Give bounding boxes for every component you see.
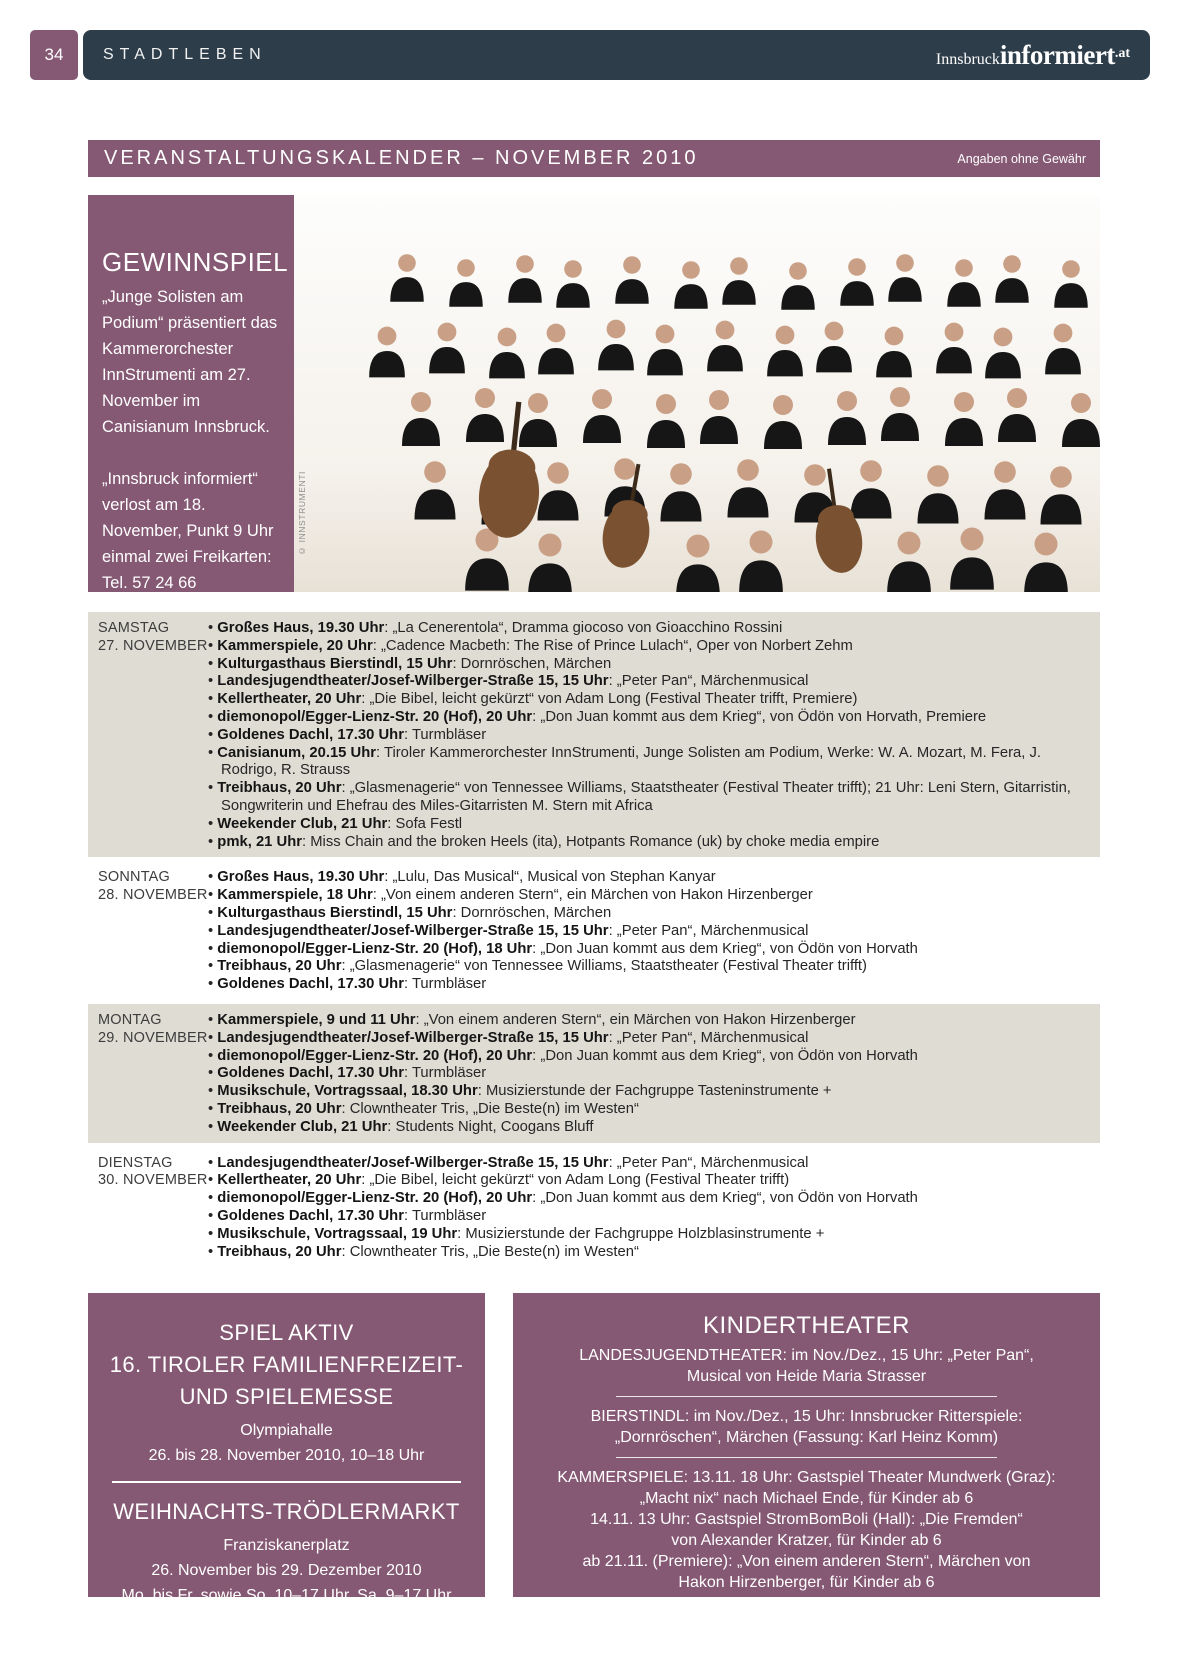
event-text: : Clowntheater Tris, „Die Beste(n) im Westen“ — [341, 1243, 639, 1260]
event-text: : „Don Juan kommt aus dem Krieg“, von Ödön von Horvath — [532, 1047, 918, 1064]
event-venue: Weekender Club, 21 Uhr — [217, 1118, 388, 1135]
bullet-icon: • — [208, 922, 218, 939]
logo-part-at: .at — [1114, 45, 1130, 61]
event-item — [208, 1172, 1092, 1190]
kindertheater-divider — [616, 1396, 996, 1397]
promo-title-line: UND SPIELEMESSE — [179, 1384, 394, 1409]
event-item — [208, 1065, 1092, 1083]
day-name: SONNTAG — [98, 869, 171, 886]
bullet-icon: • — [208, 1100, 218, 1117]
kindertheater-divider — [616, 1457, 996, 1458]
event-venue: Treibhaus, 20 Uhr — [217, 780, 342, 797]
day-date: 28. NOVEMBER — [98, 887, 208, 904]
bullet-icon: • — [208, 833, 218, 850]
kindertheater-block — [527, 1467, 1086, 1593]
event-text: : „Don Juan kommt aus dem Krieg“, von Ödön von Horvath — [532, 1190, 918, 1207]
kindertheater-block — [527, 1345, 1086, 1387]
event-text: : „Peter Pan“, Märchenmusical — [608, 673, 809, 690]
event-item — [208, 709, 1092, 727]
event-item — [208, 1030, 1092, 1048]
event-venue: Goldenes Dachl, 17.30 Uhr — [217, 1207, 404, 1224]
event-text: : Turmbläser — [403, 976, 487, 993]
event-venue: Musikschule, Vortragssaal, 19 Uhr — [217, 1225, 458, 1242]
kindertheater-line: Musical von Heide Maria Strasser — [686, 1368, 927, 1385]
event-text: : „Von einem anderen Stern“, ein Märchen von Hakon Hirzenberger — [415, 1011, 856, 1028]
kindertheater-line: LANDESJUGENDTHEATER: im Nov./Dez., 15 Uhr: „Peter Pan“, — [579, 1347, 1034, 1364]
event-item — [208, 620, 1092, 638]
kindertheater-line: Hakon Hirzenberger, für Kinder ab 6 — [678, 1574, 935, 1591]
day-date: 30. NOVEMBER — [98, 1172, 208, 1189]
promo-divider — [112, 1481, 461, 1483]
banner-title: VERANSTALTUNGSKALENDER – NOVEMBER 2010 — [104, 147, 699, 169]
event-text: : „Peter Pan“, Märchenmusical — [608, 1154, 809, 1171]
event-item — [208, 780, 1092, 816]
bullet-icon: • — [208, 1047, 218, 1064]
event-text: : „Die Bibel, leicht gekürzt“ von Adam Long (Festival Theater trifft, Premiere) — [361, 691, 858, 708]
logo-part-informiert: informiert — [999, 39, 1115, 70]
event-item — [208, 638, 1092, 656]
event-item — [208, 1119, 1092, 1137]
event-text: : „Glasmenagerie“ von Tennessee Williams, Staatstheater (Festival Theater trifft) — [341, 958, 867, 975]
event-text: : Tiroler Kammerorchester InnStrumenti, Junge Solisten am Podium, Werke: W. A. Mozart, M. Fera, J. Rodrigo, R. Strauss — [221, 744, 1042, 779]
kindertheater-block — [527, 1406, 1086, 1448]
day-section — [88, 1147, 1100, 1268]
event-venue: Kammerspiele, 20 Uhr — [217, 637, 373, 654]
bullet-icon: • — [208, 904, 218, 921]
promo-detail-line: Franziskanerplatz — [223, 1537, 350, 1554]
event-venue: Landesjugendtheater/Josef-Wilberger-Straße 15, 15 Uhr — [217, 673, 609, 690]
promo-title-line: 16. TIROLER FAMILIENFREIZEIT- — [109, 1352, 464, 1377]
day-section — [88, 861, 1100, 1000]
event-item — [208, 1012, 1092, 1030]
bullet-icon: • — [208, 1172, 218, 1189]
event-venue: Weekender Club, 21 Uhr — [217, 815, 388, 832]
event-venue: Landesjugendtheater/Josef-Wilberger-Straße 15, 15 Uhr — [217, 1029, 609, 1046]
bullet-icon: • — [208, 1190, 218, 1207]
event-text: : Musizierstunde der Fachgruppe Tasteninstrumente + — [477, 1083, 832, 1100]
bullet-icon: • — [208, 1243, 218, 1260]
event-item — [208, 691, 1092, 709]
event-item — [208, 905, 1092, 923]
magazine-logo — [936, 40, 1130, 71]
day-section — [88, 1004, 1100, 1143]
event-item — [208, 869, 1092, 887]
event-list — [208, 869, 1092, 994]
promo-detail-lines — [106, 1533, 467, 1608]
bullet-icon: • — [208, 726, 218, 743]
event-venue: Landesjugendtheater/Josef-Wilberger-Straße 15, 15 Uhr — [217, 922, 609, 939]
bullet-icon: • — [208, 1083, 218, 1100]
event-venue: Musikschule, Vortragssaal, 18.30 Uhr — [217, 1083, 478, 1100]
event-list — [208, 620, 1092, 851]
event-venue: Kulturgasthaus Bierstindl, 15 Uhr — [217, 655, 453, 672]
kindertheater-title: KINDERTHEATER — [703, 1312, 910, 1339]
event-venue: Kellertheater, 20 Uhr — [217, 691, 362, 708]
event-text: : „Von einem anderen Stern“, ein Märchen von Hakon Hirzenberger — [372, 887, 813, 904]
event-item — [208, 1101, 1092, 1119]
event-venue: Kulturgasthaus Bierstindl, 15 Uhr — [217, 904, 453, 921]
event-text: : Dornröschen, Märchen — [452, 904, 612, 921]
kindertheater-line: KAMMERSPIELE: 13.11. 18 Uhr: Gastspiel Theater Mundwerk (Graz): — [557, 1469, 1056, 1486]
event-item — [208, 958, 1092, 976]
section-title: STADTLEBEN — [103, 46, 267, 63]
bullet-icon: • — [208, 1225, 218, 1242]
event-text: : Students Night, Coogans Bluff — [387, 1118, 594, 1135]
day-label — [88, 1012, 208, 1137]
event-venue: Treibhaus, 20 Uhr — [217, 1243, 342, 1260]
event-text: : „La Cenerentola“, Dramma giocoso von Gioacchino Rossini — [384, 620, 783, 636]
page-number: 34 — [30, 30, 78, 80]
bullet-icon: • — [208, 708, 218, 725]
bullet-icon: • — [208, 815, 218, 832]
event-venue: diemonopol/Egger-Lienz-Str. 20 (Hof), 18 Uhr — [217, 940, 533, 957]
promo-spielaktiv-box — [88, 1293, 485, 1604]
event-item — [208, 834, 1092, 852]
day-label — [88, 620, 208, 851]
day-section — [88, 612, 1100, 857]
event-text: : „Lulu, Das Musical“, Musical von Stephan Kanyar — [384, 869, 716, 886]
event-text: : „Cadence Macbeth: The Rise of Prince Lulach“, Oper von Norbert Zehm — [372, 637, 853, 654]
promo-troedlermarkt — [106, 1496, 467, 1608]
contest-paragraph-1: „Junge Solisten am Podium“ präsentiert das Kammerorchester InnStrumenti am 27. November im Canisianum Innsbruck. — [102, 288, 278, 436]
event-venue: Landesjugendtheater/Josef-Wilberger-Straße 15, 15 Uhr — [217, 1154, 609, 1171]
event-venue: Goldenes Dachl, 17.30 Uhr — [217, 976, 404, 993]
event-venue: Treibhaus, 20 Uhr — [217, 958, 342, 975]
kindertheater-line: „Macht nix“ nach Michael Ende, für Kinder ab 6 — [639, 1490, 974, 1507]
event-text: : „Peter Pan“, Märchenmusical — [608, 922, 809, 939]
event-text: : „Don Juan kommt aus dem Krieg“, von Ödön von Horvath, Premiere — [532, 708, 987, 725]
event-venue: pmk, 21 Uhr — [217, 833, 302, 850]
contest-box — [88, 195, 294, 592]
bullet-icon: • — [208, 976, 218, 993]
event-item — [208, 816, 1092, 834]
event-item — [208, 1208, 1092, 1226]
event-item — [208, 1155, 1092, 1173]
bullet-icon: • — [208, 869, 218, 886]
day-name: MONTAG — [98, 1011, 162, 1028]
event-text: : Sofa Festl — [387, 815, 463, 832]
day-date: 27. NOVEMBER — [98, 637, 208, 654]
event-venue: diemonopol/Egger-Lienz-Str. 20 (Hof), 20 Uhr — [217, 1190, 533, 1207]
promo-detail-line: Olympiahalle — [240, 1422, 333, 1439]
day-date: 29. NOVEMBER — [98, 1029, 208, 1046]
event-item — [208, 941, 1092, 959]
event-venue: Kammerspiele, 9 und 11 Uhr — [217, 1011, 416, 1028]
contest-paragraph-2: „Innsbruck informiert“ verlost am 18. November, Punkt 9 Uhr einmal zwei Freikarten: Tel. 57 24 66 — [102, 470, 274, 592]
event-item — [208, 727, 1092, 745]
day-label — [88, 869, 208, 994]
promo-detail-line: 26. bis 28. November 2010, 10–18 Uhr — [148, 1447, 425, 1464]
bullet-icon: • — [208, 655, 218, 672]
kindertheater-line: von Alexander Kratzer, für Kinder ab 6 — [671, 1532, 942, 1549]
event-text: : „Peter Pan“, Märchenmusical — [608, 1029, 809, 1046]
event-item — [208, 745, 1092, 781]
event-text: : Turmbläser — [403, 1207, 487, 1224]
kindertheater-line: „Dornröschen“, Märchen (Fassung: Karl Heinz Komm) — [614, 1429, 999, 1446]
bullet-icon: • — [208, 780, 218, 797]
event-venue: Großes Haus, 19.30 Uhr — [217, 620, 385, 636]
event-venue: Goldenes Dachl, 17.30 Uhr — [217, 1065, 404, 1082]
bullet-icon: • — [208, 673, 218, 690]
promo-title-line: SPIEL AKTIV — [219, 1320, 354, 1345]
promo-title-line: WEIHNACHTS-TRÖDLERMARKT — [113, 1499, 460, 1524]
event-item — [208, 1048, 1092, 1066]
contest-title: GEWINNSPIEL — [102, 247, 289, 277]
event-item — [208, 1226, 1092, 1244]
event-item — [208, 1190, 1092, 1208]
top-bar — [83, 30, 1150, 80]
event-venue: Treibhaus, 20 Uhr — [217, 1100, 342, 1117]
promo-detail-line: Mo. bis Fr. sowie So. 10–17 Uhr, Sa. 9–17 Uhr — [121, 1587, 452, 1604]
promo-detail-line: 26. November bis 29. Dezember 2010 — [151, 1562, 422, 1579]
bullet-icon: • — [208, 1118, 218, 1135]
logo-part-innsbruck: Innsbruck — [935, 50, 1000, 68]
calendar — [88, 612, 1100, 1271]
bullet-icon: • — [208, 691, 218, 708]
event-list — [208, 1012, 1092, 1137]
bullet-icon: • — [208, 1029, 218, 1046]
event-text: : Musizierstunde der Fachgruppe Holzblasinstrumente + — [457, 1225, 825, 1242]
bullet-icon: • — [208, 637, 218, 654]
photo-credit: © INNSTRUMENTI — [297, 471, 307, 556]
bullet-icon: • — [208, 1207, 218, 1224]
bullet-icon: • — [208, 1065, 218, 1082]
kindertheater-line: BIERSTINDL: im Nov./Dez., 15 Uhr: Innsbrucker Ritterspiele: — [590, 1408, 1023, 1425]
event-text: : „Glasmenagerie“ von Tennessee Williams, Staatstheater (Festival Theater trifft); 21 Uhr: Leni Stern, Gitarristin, Songwriterin und Ehefrau des Miles-Gitarristen M. Stern mit Africa — [221, 780, 1071, 814]
event-item — [208, 887, 1092, 905]
event-venue: Goldenes Dachl, 17.30 Uhr — [217, 726, 404, 743]
event-venue: Kammerspiele, 18 Uhr — [217, 887, 373, 904]
event-list — [208, 1155, 1092, 1262]
event-text: : Turmbläser — [403, 726, 487, 743]
bullet-icon: • — [208, 620, 218, 636]
bullet-icon: • — [208, 958, 218, 975]
page-header — [30, 30, 1150, 80]
kindertheater-blocks — [527, 1345, 1086, 1593]
bullet-icon: • — [208, 1011, 218, 1028]
banner-note: Angaben ohne Gewähr — [957, 151, 1086, 166]
day-label — [88, 1155, 208, 1262]
event-venue: diemonopol/Egger-Lienz-Str. 20 (Hof), 20 Uhr — [217, 1047, 533, 1064]
bullet-icon: • — [208, 940, 218, 957]
promo-kindertheater-box — [513, 1293, 1100, 1597]
event-venue: diemonopol/Egger-Lienz-Str. 20 (Hof), 20 Uhr — [217, 708, 533, 725]
event-venue: Großes Haus, 19.30 Uhr — [217, 869, 385, 886]
event-item — [208, 923, 1092, 941]
bullet-icon: • — [208, 1154, 218, 1171]
event-venue: Canisianum, 20.15 Uhr — [217, 744, 377, 761]
event-item — [208, 656, 1092, 674]
bullet-icon: • — [208, 887, 218, 904]
day-name: SAMSTAG — [98, 620, 170, 636]
kindertheater-line: 14.11. 13 Uhr: Gastspiel StromBomBoli (Hall): „Die Fremden“ — [590, 1511, 1023, 1528]
event-text: : Dornröschen, Märchen — [452, 655, 612, 672]
promo-row — [88, 1293, 1100, 1604]
event-item — [208, 1083, 1092, 1101]
event-item — [208, 673, 1092, 691]
event-text: : „Don Juan kommt aus dem Krieg“, von Ödön von Horvath — [532, 940, 918, 957]
calendar-banner — [88, 140, 1100, 177]
promo-detail-lines — [106, 1418, 467, 1468]
event-venue: Kellertheater, 20 Uhr — [217, 1172, 362, 1189]
event-item — [208, 1244, 1092, 1262]
event-text: : Clowntheater Tris, „Die Beste(n) im Westen“ — [341, 1100, 639, 1117]
event-item — [208, 976, 1092, 994]
event-text: : „Die Bibel, leicht gekürzt“ von Adam Long (Festival Theater trifft) — [361, 1172, 790, 1189]
kindertheater-line: ab 21.11. (Premiere): „Von einem anderen Stern“, Märchen von — [582, 1553, 1031, 1570]
event-text: : Miss Chain and the broken Heels (ita), Hotpants Romance (uk) by choke media empire — [302, 833, 880, 850]
hero-row — [88, 195, 1100, 592]
orchestra-photo — [294, 195, 1100, 592]
orchestra-photo-svg — [294, 195, 1100, 592]
event-text: : Turmbläser — [403, 1065, 487, 1082]
promo-spielmesse — [106, 1317, 467, 1468]
day-name: DIENSTAG — [98, 1154, 173, 1171]
bullet-icon: • — [208, 744, 218, 761]
